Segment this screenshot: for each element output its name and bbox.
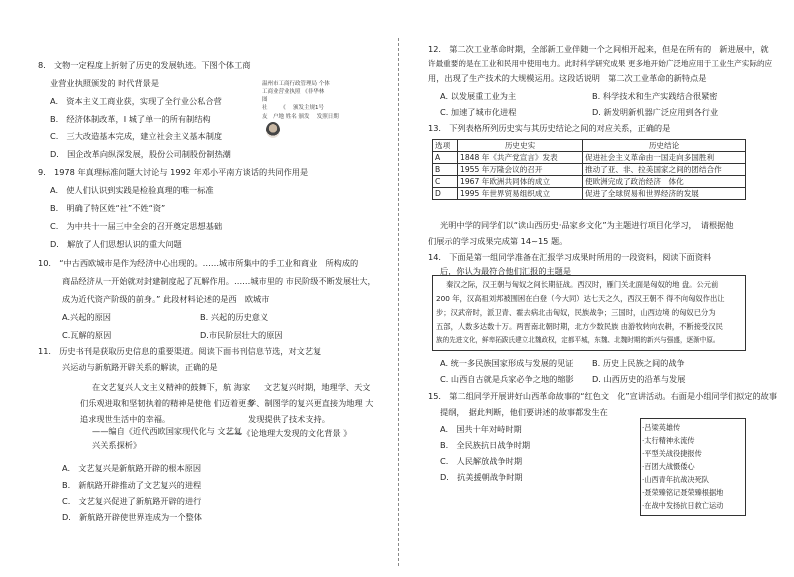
table-row[interactable] <box>433 176 746 188</box>
table-cell: 1967 年欧洲共同体的成立 <box>458 176 583 188</box>
q14-material-line-3: 步；汉武帝时，派卫青、霍去病北击匈奴，民族战争；三国时，山西边境 的匈奴已分为 <box>436 308 716 317</box>
q12-option-d[interactable]: D. 新发明新机器广泛应用到各行业 <box>592 107 719 117</box>
q9-option-b[interactable]: B. 明确了特区姓“社”不姓“资” <box>50 203 166 213</box>
q8-option-d[interactable]: D. 国企改革向纵深发展，股份公司制股份制热潮 <box>50 149 231 159</box>
table-cell: B <box>433 164 458 176</box>
q15-option-a[interactable]: A. 国共十年对峙时期 <box>440 424 522 434</box>
q10-stem-line3: 成为近代资产阶级的前身。” 此段材料论述的是西 欧城市 <box>62 294 270 304</box>
q10-stem-line2: 商品经济从一开始就对封建制度起了瓦解作用。……城市里的 市民阶级不断发展壮大， <box>62 276 376 286</box>
table-cell: 1995 年世界贸易组织成立 <box>458 188 583 200</box>
table-row[interactable] <box>433 152 746 164</box>
column-divider <box>398 38 399 566</box>
table-cell: A <box>433 152 458 164</box>
outline-item: ·聂荣臻铭记聂荣臻根据地 <box>642 488 724 497</box>
q8-option-b[interactable]: B. 经济体制改革，I 城了单一的所有制结构 <box>50 114 211 124</box>
outline-item: ·百团大战慑倭心 <box>642 462 695 471</box>
q11-excerpt-left-2: 们乐观进取和坚韧执着的精神是使他 们迈着更多 <box>80 398 255 408</box>
table-header-cell: 选项 <box>433 140 458 152</box>
q11-excerpt-left-3: 追求现世生活中的幸福。 <box>80 414 171 424</box>
q12-option-c[interactable]: C. 加速了城市化进程 <box>440 107 517 117</box>
q11-excerpt-right-1: 文艺复兴时期，地理学、天文 <box>264 382 371 392</box>
q15-outline-box <box>640 418 746 516</box>
q13-table <box>432 139 746 200</box>
q12-stem-line3: 用，出现了生产技术的大规模运用。这段话说明 第二次工业革命的新特点是 <box>428 73 707 83</box>
license-line-1: 温州市工商行政管理局 个体 <box>262 81 330 87</box>
license-line-5: 友 户地 姓名 颁发 发照日期 <box>262 114 339 120</box>
table-cell: 推动了亚、非、拉美国家之间的团结合作 <box>583 164 746 176</box>
q11-option-a[interactable]: A. 文艺复兴是新航路开辟的根本原因 <box>62 463 202 473</box>
table-header-cell: 历史史实 <box>458 140 583 152</box>
q12-option-a[interactable]: A. 以发展重工业为主 <box>440 91 517 101</box>
q9-option-d[interactable]: D. 解放了人们思想认识的重大问题 <box>50 239 182 249</box>
q11-stem-line1: 11. 历史书刊是获取历史信息的重要渠道。阅读下面书刊信息节选，对文艺复 <box>38 346 322 356</box>
q15-option-c[interactable]: C. 人民解放战争时期 <box>440 456 523 466</box>
intro-line-1: 光明中学的同学们以“读山西历史·品家乡文化”为主题进行项目化学习， 请根据他 <box>440 220 734 230</box>
q10-option-b[interactable]: B. 兴起的历史意义 <box>200 312 269 322</box>
q11-source-right: ——《论地理大发现的文化背景 》 <box>226 428 352 438</box>
q12-option-b[interactable]: B. 科学技术和生产实践结合很紧密 <box>592 91 718 101</box>
q11-option-c[interactable]: C. 文艺复兴促进了新航路开辟的进行 <box>62 496 202 506</box>
q8-stem-line2: 业营业执照颁发的 时代背景是 <box>50 78 160 88</box>
q11-option-b[interactable]: B. 新航路开辟推动了文艺复兴的进程 <box>62 480 202 490</box>
q14-option-d[interactable]: D. 山西历史的沿革与发展 <box>592 374 686 384</box>
q9-option-a[interactable]: A. 使人们认识到实践是检验真理的唯一标准 <box>50 185 214 195</box>
q13-stem: 13. 下列表格所列历史实与其历史结论之间的对应关系，正确的是 <box>428 123 671 133</box>
q8-option-c[interactable]: C. 三大改造基本完成，建立社会主义基本制度 <box>50 131 223 141</box>
table-cell: 使欧洲完成了政治经济 体化 <box>583 176 746 188</box>
q9-option-c[interactable]: C. 为中共十一届三中全会的召开奠定思想基础 <box>50 221 223 231</box>
q14-material-line-4: 五部，人数多达数十万。两晋南北朝时期，北方少数民族 由游牧转向农耕，不断接受汉民 <box>436 322 723 331</box>
q14-material-line-1: 秦汉之际，汉王朝与匈奴之间长期征战。西汉时，雁门关北面是匈奴的地 盘。公元前 <box>446 280 719 289</box>
outline-item: ·太行精神永流传 <box>642 436 695 445</box>
license-line-4: 社 《 颁发主规1号 <box>262 105 324 111</box>
q11-excerpt-right-2: 学、制图学的复兴更直接为地理 大 <box>248 398 374 408</box>
q8-option-a[interactable]: A. 资本主义工商业获，实现了全行业公私合营 <box>50 96 222 106</box>
table-cell: 1848 年《共产党宣言》发表 <box>458 152 583 164</box>
outline-item: ·平型关战役捷报传 <box>642 449 702 458</box>
table-row[interactable] <box>433 164 746 176</box>
table-row[interactable] <box>433 188 746 200</box>
q11-source-left-2: 兴关系探析》 <box>92 440 142 450</box>
q10-option-a[interactable]: A.兴起的原因 <box>62 312 111 322</box>
q14-material-line-5: 族的先进文化，鲜卑拓跋氏建立北魏政权，定都平城，东魏、北魏时期的新兴与强盛，逐渐中原。 <box>436 336 720 344</box>
q11-excerpt-left-1: 在文艺复兴人文主义精神的鼓舞下，航 海家 <box>92 382 251 392</box>
table-cell: 促进了全球贸易和世界经济的发展 <box>583 188 746 200</box>
license-line-2: 工商业营业执照 《非华林 <box>262 89 325 95</box>
q15-stem-line2: 提纲， 据此判断，他们要讲述的故事都发生在 <box>440 407 608 417</box>
q15-stem-line1: 15. 第二组同学开展讲好山西革命故事的“红色文 化”宣讲活动。右面是小组同学们拟定的故事 <box>428 391 778 401</box>
q14-option-b[interactable]: B. 历史上民族之间的战争 <box>592 358 685 368</box>
q12-stem-line2: 许最重要的是在工业和民用中使用电力。此时科学研究成果 更多地开始广泛地应用于工业生产实际的应 <box>428 59 773 68</box>
table-cell: C <box>433 176 458 188</box>
q10-stem-line1: 10. “中古西欧城市是作为经济中心出现的。……城市所集中的手工业和商业 所构成的 <box>38 258 359 268</box>
outline-item: ·在战中发扬抗日救亡运动 <box>642 501 724 510</box>
q15-option-d[interactable]: D. 抗美援朝战争时期 <box>440 472 523 482</box>
outline-item: ·山西青年抗战决死队 <box>642 475 709 484</box>
q14-stem-line1: 14. 下面是第一组同学准备在汇报学习成果时所用的一段资料，阅读下面资料 <box>428 252 712 262</box>
table-header-row <box>433 140 746 152</box>
q11-option-d[interactable]: D. 新航路开辟使世界连成为一个整体 <box>62 512 202 522</box>
q14-option-a[interactable]: A. 统一多民族国家形成与发展的见证 <box>440 358 574 368</box>
q14-stem-line2: 后，你认为最符合他们汇报的主题是 <box>440 266 572 276</box>
table-cell: D <box>433 188 458 200</box>
q8-stem-line1: 8. 文物一定程度上折射了历史的发展轨迹。下图个体工商 <box>38 60 251 70</box>
q10-option-d[interactable]: D.市民阶层壮大的原因 <box>200 330 283 340</box>
q10-option-c[interactable]: C.瓦解的原因 <box>62 330 112 340</box>
table-cell: 1955 年万隆会议的召开 <box>458 164 583 176</box>
q14-option-c[interactable]: C. 山西自古就是兵家必争之地的缩影 <box>440 374 574 384</box>
outline-item: ·吕梁英雄传 <box>642 423 681 432</box>
q14-material-line-2: 200 年，汉高祖刘邦被围困在白登（今大同）达七天之久，西汉王朝不 得不向匈奴作出让 <box>436 294 725 303</box>
q11-source-left: ——编自《近代西欧国家现代化与 文艺复 <box>92 426 242 436</box>
q11-stem-line2: 兴运动与新航路开辟关系的解读，正确的是 <box>62 362 218 372</box>
q9-stem: 9. 1978 年真理标准问题大讨论与 1992 年邓小平南方谈话的共同作用是 <box>38 167 309 177</box>
license-portrait-photo <box>266 122 280 138</box>
license-line-3: 图 <box>262 97 268 103</box>
q15-option-b[interactable]: B. 全民族抗日战争时期 <box>440 440 531 450</box>
q11-excerpt-right-3: 发现提供了技术支持。 <box>248 414 330 424</box>
table-header-cell: 历史结论 <box>583 140 746 152</box>
intro-line-2: 们展示的学习成果完成第 14~15 题。 <box>428 236 568 246</box>
q12-stem-line1: 12. 第二次工业革命时期，全部新工业伴随一个之间相开起来，但是在所有的 新进展中，就 <box>428 44 769 54</box>
table-cell: 促进社会主义革命由一国走向多国胜利 <box>583 152 746 164</box>
